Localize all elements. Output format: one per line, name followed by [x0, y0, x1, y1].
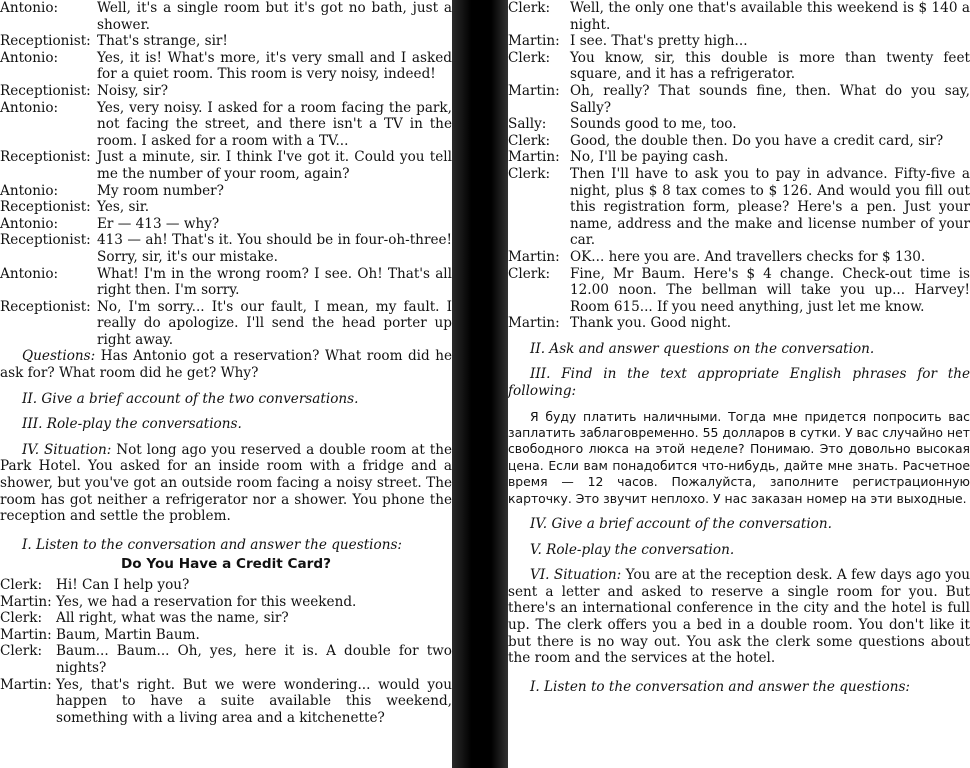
conversation-title: Do You Have a Credit Card? [121, 556, 331, 573]
dialogue-line [508, 83, 970, 116]
utterance: Oh, really? That sounds fine, then. What do you say, Sally? [570, 82, 970, 116]
utterance: 413 — ah! That's it. You should be in four-oh-three! Sorry, sir, it's our mistake. [97, 232, 452, 265]
speaker: Receptionist: [0, 298, 91, 315]
utterance: OK... here you are. And travellers checks for $ 130. [570, 248, 926, 265]
situation-text: Not long ago you reserved a double room at the Park Hotel. You asked for an inside room with a fridge and a shower, but you've got an outside room facing a noisy street. The room has got neither a refrigerator nor a shower. You phone the reception and settle the problem. [0, 441, 452, 525]
speaker: Martin: [0, 593, 52, 610]
utterance: Well, the only one that's available this weekend is $ 140 a night. [570, 0, 970, 33]
speaker: Clerk: [508, 132, 551, 149]
questions-text: Has Antonio got a reservation? What room did he ask for? What room did he get? Why? [0, 348, 452, 382]
dialogue-line [508, 266, 970, 316]
questions-paragraph [0, 348, 452, 381]
dialogue-line [0, 577, 452, 594]
utterance: Just a minute, sir. I think I've got it. Could you tell me the number of your room, again? [97, 149, 452, 182]
situation-label: VI. Situation: [530, 567, 622, 584]
utterance: Well, it's a single room but it's got no bath, just a shower. [97, 0, 452, 33]
speaker: Receptionist: [0, 82, 91, 99]
utterance: Good, the double then. Do you have a credit card, sir? [570, 132, 944, 149]
task-heading: III. Role-play the conversations. [22, 416, 242, 433]
situation-paragraph [508, 567, 970, 667]
utterance: My room number? [97, 182, 224, 199]
speaker: Receptionist: [0, 149, 91, 166]
speaker: Antonio: [0, 49, 59, 66]
dialogue-line [0, 183, 452, 200]
utterance: Er — 413 — why? [97, 215, 220, 232]
speaker: Receptionist: [0, 199, 91, 216]
dialogue-line [0, 232, 452, 265]
speaker: Clerk: [508, 49, 551, 66]
dialogue-line [0, 83, 452, 100]
utterance: No, I'll be paying cash. [570, 149, 729, 166]
dialogue-credit-card [0, 577, 452, 726]
task-heading: II. Ask and answer questions on the conversation. [530, 340, 875, 357]
spacer [0, 525, 452, 537]
dialogue-line [508, 0, 970, 33]
utterance: Yes, that's right. But we were wondering... would you happen to have a suite available this weekend, something with a living area and a kitchenette? [56, 676, 452, 726]
utterance: Noisy, sir? [97, 82, 169, 99]
utterance: Baum, Martin Baum. [56, 626, 200, 643]
utterance: Then I'll have to ask you to pay in advance. Fifty-five a night, plus $ 8 tax comes to $ 126. And would you fill out this registration form, please? Here's a pen. Just your name, address and the make and license number of your car. [570, 165, 970, 249]
utterance: Yes, we had a reservation for this weekend. [56, 593, 357, 610]
dialogue-line [0, 627, 452, 644]
speaker: Martin: [508, 248, 560, 265]
dialogue-line [0, 266, 452, 299]
speaker: Clerk: [508, 265, 551, 282]
speaker: Martin: [508, 315, 560, 332]
dialogue-line [508, 149, 970, 166]
utterance: Yes, it is! What's more, it's very small and I asked for a quiet room. This room is very noisy, indeed! [97, 49, 452, 83]
utterance: Hi! Can I help you? [56, 577, 190, 593]
speaker: Receptionist: [0, 33, 91, 50]
speaker: Martin: [508, 82, 560, 99]
left-page [0, 0, 452, 768]
dialogue-line [508, 116, 970, 133]
utterance: Yes, sir. [97, 199, 150, 216]
utterance: Fine, Mr Baum. Here's $ 4 change. Check-out time is 12.00 noon. The bellman will take you up... Harvey! Room 615... If you need anything, just let me know. [570, 265, 970, 315]
dialogue-line [0, 0, 452, 33]
spacer [508, 507, 970, 516]
dialogue-continued [508, 0, 970, 332]
spacer [0, 407, 452, 416]
spacer [508, 533, 970, 542]
speaker: Martin: [508, 149, 560, 166]
dialogue-line [0, 199, 452, 216]
speaker: Clerk: [508, 165, 551, 182]
speaker: Martin: [508, 33, 560, 50]
dialogue-line [0, 216, 452, 233]
speaker: Receptionist: [0, 232, 91, 249]
utterance: I see. That's pretty high... [570, 33, 748, 50]
dialogue-line [508, 50, 970, 83]
book-gutter [452, 0, 508, 768]
dialogue-line [0, 100, 452, 150]
speaker: Martin: [0, 676, 52, 693]
dialogue-line [508, 315, 970, 332]
spacer [508, 667, 970, 679]
speaker: Antonio: [0, 265, 59, 282]
dialogue-antonio [0, 0, 452, 348]
situation-paragraph [0, 442, 452, 525]
speaker: Clerk: [508, 0, 551, 16]
dialogue-line [0, 299, 452, 349]
dialogue-line [0, 610, 452, 627]
situation-text: You are at the reception desk. A few days ago you sent a letter and asked to reserve a single room for you. But there's an international conference in the city and the hotel is full up. The clerk offers you a bed in a double room. You don't like it but there is no way out. You ask the clerk some questions about the room and the services at the hotel. [508, 567, 970, 667]
task-heading: V. Role-play the conversation. [530, 541, 735, 558]
questions-label: Questions: [22, 348, 96, 365]
listen-heading: I. Listen to the conversation and answer the questions: [530, 678, 911, 695]
speaker: Antonio: [0, 182, 59, 199]
utterance: What! I'm in the wrong room? I see. Oh! That's all right then. I'm sorry. [97, 265, 452, 299]
situation-label: IV. Situation: [22, 441, 112, 458]
dialogue-line [508, 166, 970, 249]
speaker: Sally: [508, 116, 547, 133]
utterance: That's strange, sir! [97, 33, 228, 50]
dialogue-line [508, 249, 970, 266]
utterance: All right, what was the name, sir? [56, 610, 289, 627]
dialogue-line [0, 677, 452, 727]
spacer [508, 400, 970, 409]
spacer [508, 558, 970, 567]
dialogue-line [0, 50, 452, 83]
task-heading: III. Find in the text appropriate English phrases for the following: [508, 366, 970, 400]
utterance: You know, sir, this double is more than twenty feet square, and it has a refrigerator. [570, 49, 970, 83]
dialogue-line [0, 33, 452, 50]
speaker: Clerk: [0, 577, 43, 593]
speaker: Clerk: [0, 643, 43, 660]
utterance: Yes, very noisy. I asked for a room facing the park, not facing the street, and there isn't a TV in the room. I asked for a room with a TV... [97, 99, 452, 149]
spacer [508, 357, 970, 366]
speaker: Clerk: [0, 610, 43, 627]
speaker: Antonio: [0, 99, 59, 116]
spacer [0, 433, 452, 442]
speaker: Antonio: [0, 0, 59, 16]
task-heading: IV. Give a brief account of the conversation. [530, 516, 832, 533]
listen-heading: I. Listen to the conversation and answer the questions: [22, 536, 403, 553]
right-page [508, 0, 970, 768]
spacer [0, 382, 452, 391]
utterance: No, I'm sorry... It's our fault, I mean, my fault. I really do apologize. I'll send the head porter up right away. [97, 298, 452, 348]
dialogue-line [508, 133, 970, 150]
dialogue-line [0, 643, 452, 676]
dialogue-line [0, 149, 452, 182]
utterance: Sounds good to me, too. [570, 116, 737, 133]
dialogue-line [0, 594, 452, 611]
russian-phrases: Я буду платить наличными. Тогда мне придется попросить вас заплатить заблаговременно. 55 долларов в сутки. У вас случайно нет свободного люкса на этой неделе? Понимаю. Это довольно высокая цена. Если вам понадобится что-нибудь, дайте мне знать. Расчетное время — 12 часов. Пожалуйста, заполните регистрационную карточку. Это звучит неплохо. У нас заказан номер на эти выходные. [508, 408, 970, 506]
utterance: Baum... Baum... Oh, yes, here it is. A double for two nights? [56, 643, 452, 676]
utterance: Thank you. Good night. [570, 315, 732, 332]
spacer [508, 332, 970, 341]
dialogue-line [508, 33, 970, 50]
task-heading: II. Give a brief account of the two conversations. [22, 390, 359, 407]
speaker: Martin: [0, 626, 52, 643]
speaker: Antonio: [0, 215, 59, 232]
